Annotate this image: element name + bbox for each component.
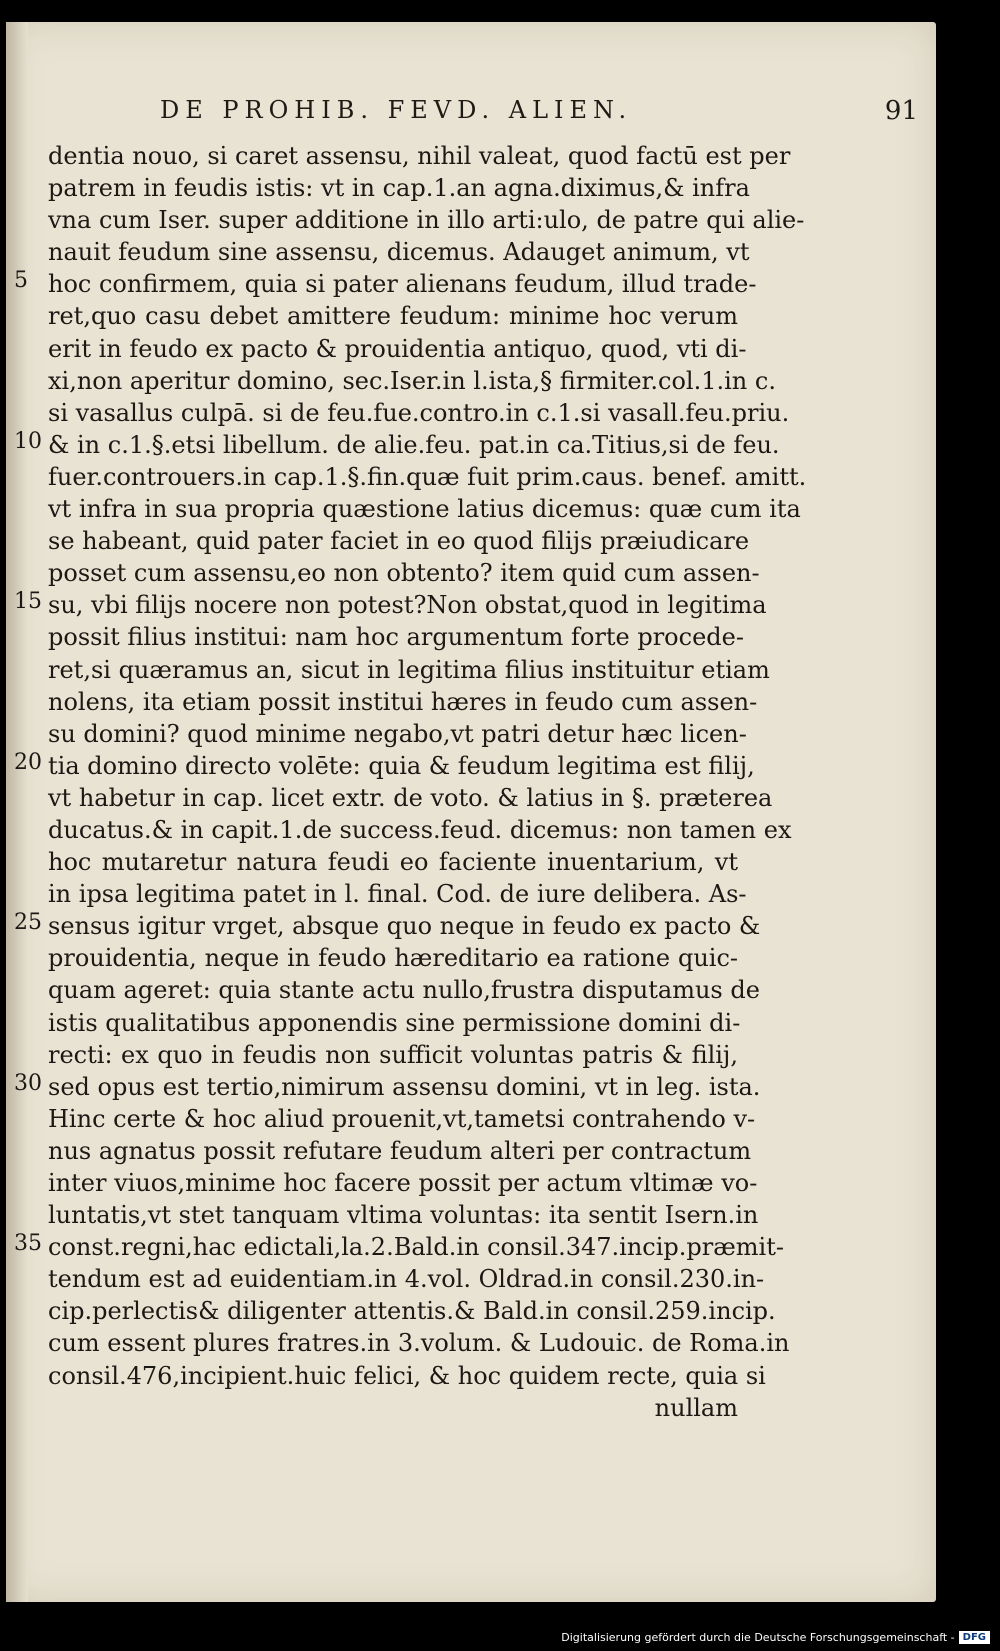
- line-number: 10: [14, 429, 42, 454]
- text-line: erit in feudo ex pacto & prouidentia antiquo, quod, vti di-: [48, 334, 747, 363]
- text-line: inter viuos,minime hoc facere possit per actum vltimæ vo-: [48, 1169, 758, 1197]
- text-line: Hinc certe & hoc aliud prouenit,vt,tametsi contrahendo v-: [48, 1104, 756, 1133]
- text-line: tia domino directo volēte: quia & feudum legitima est filij,: [48, 751, 755, 780]
- text-line: su domini? quod minime negabo,vt patri detur hæc licen-: [48, 719, 747, 748]
- line-number: 20: [14, 750, 42, 775]
- text-line: cip.perlectis& diligenter attentis.& Bald.in consil.259.incip.: [48, 1297, 776, 1326]
- text-line: su, vbi filijs nocere non potest?Non obstat,quod in legitima: [48, 591, 767, 620]
- text-line: vna cum Iser. super additione in illo arti:ulo, de patre qui alie-: [48, 206, 805, 235]
- text-line: const.regni,hac edictali,la.2.Bald.in consil.347.incip.præmit-: [48, 1233, 784, 1262]
- line-number: 15: [14, 589, 42, 614]
- text-line: prouidentia, neque in feudo hæreditario ea ratione quic-: [48, 944, 738, 973]
- text-line: consil.476,incipient.huic felici, & hoc quidem recte, quia si: [48, 1361, 766, 1390]
- text-line: vt infra in sua propria quæstione latius dicemus: quæ cum ita: [48, 495, 801, 524]
- body-text: [48, 140, 807, 1424]
- text-line: ret,quo casu debet amittere feudum: minime hoc verum: [48, 302, 738, 331]
- catchword: nullam: [654, 1393, 738, 1422]
- text-line: cum essent plures fratres.in 3.volum. & Ludouic. de Roma.in: [48, 1329, 790, 1358]
- page-number: 91: [884, 96, 918, 126]
- dfg-logo: DFG: [959, 1631, 990, 1644]
- text-line: sed opus est tertio,nimirum assensu domini, vt in leg. ista.: [48, 1072, 761, 1101]
- text-line: fuer.controuers.in cap.1.§.fin.quæ fuit prim.caus. benef. amitt.: [48, 462, 807, 491]
- text-line: sensus igitur vrget, absque quo neque in feudo ex pacto &: [48, 912, 761, 941]
- text-line: luntatis,vt stet tanquam vltima voluntas: ita sentit Isern.in: [48, 1201, 759, 1230]
- text-line: si vasallus culpā. si de feu.fue.contro.in c.1.si vasall.feu.priu.: [48, 398, 790, 427]
- text-line: nus agnatus possit refutare feudum alteri per contractum: [48, 1136, 752, 1165]
- line-number: 30: [14, 1071, 42, 1096]
- page-header: [160, 96, 920, 136]
- page-spine-shadow: [6, 22, 28, 1602]
- text-line: nauit feudum sine assensu, dicemus. Adauget animum, vt: [48, 238, 750, 267]
- text-line: posset cum assensu,eo non obtento? item quid cum assen-: [48, 559, 760, 588]
- text-line: & in c.1.§.etsi libellum. de alie.feu. pat.in ca.Titius,si de feu.: [48, 430, 780, 459]
- line-number: 25: [14, 910, 42, 935]
- text-line: tendum est ad euidentiam.in 4.vol. Oldrad.in consil.230.in-: [48, 1265, 765, 1294]
- text-line: ret,si quæramus an, sicut in legitima filius instituitur etiam: [48, 655, 770, 684]
- running-title: DE PROHIB. FEVD. ALIEN.: [160, 96, 633, 124]
- digitization-footer: [561, 1627, 990, 1647]
- text-line: hoc confirmem, quia si pater alienans feudum, illud trade-: [48, 270, 757, 299]
- text-line: istis qualitatibus apponendis sine permissione domini di-: [48, 1008, 741, 1037]
- text-line: vt habetur in cap. licet extr. de voto. & latius in §. præterea: [48, 783, 773, 812]
- text-line: quam ageret: quia stante actu nullo,frustra disputamus de: [48, 976, 760, 1005]
- text-line: recti: ex quo in feudis non sufficit voluntas patris & filij,: [48, 1040, 738, 1069]
- text-line: ducatus.& in capit.1.de success.feud. dicemus: non tamen ex: [48, 815, 792, 844]
- text-line: in ipsa legitima patet in l. final. Cod. de iure delibera. As-: [48, 880, 747, 909]
- footer-credit: Digitalisierung gefördert durch die Deutsche Forschungsgemeinschaft -: [561, 1630, 955, 1644]
- text-line: se habeant, quid pater faciet in eo quod filijs præiudicare: [48, 527, 750, 556]
- line-number: 35: [14, 1231, 42, 1256]
- text-line: possit filius institui: nam hoc argumentum forte procede-: [48, 623, 744, 652]
- line-number: 5: [14, 268, 28, 293]
- text-line: patrem in feudis istis: vt in cap.1.an agna.diximus,& infra: [48, 174, 750, 203]
- text-line: nolens, ita etiam possit institui hæres in feudo cum assen-: [48, 687, 758, 716]
- text-line: dentia nouo, si caret assensu, nihil valeat, quod factū est per: [48, 142, 791, 170]
- text-line: xi,non aperitur domino, sec.Iser.in l.ista,§ firmiter.col.1.in c.: [48, 366, 776, 395]
- text-line: hoc mutaretur natura feudi eo faciente inuentarium, vt: [48, 848, 738, 877]
